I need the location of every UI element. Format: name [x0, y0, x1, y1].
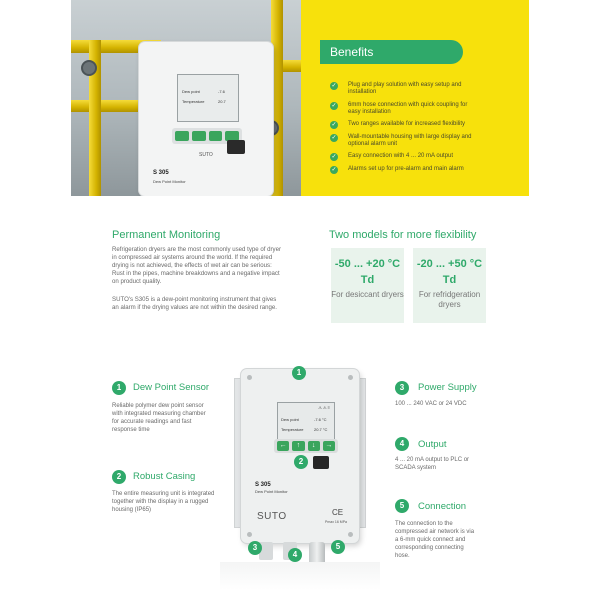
- benefit-text: Easy connection with 4 ... 20 mA output: [348, 153, 454, 159]
- marker-1: 1: [292, 366, 306, 380]
- model-card-desiccant: [331, 248, 404, 323]
- suto-logo: SUTO: [257, 511, 287, 522]
- check-icon: ✓: [331, 166, 337, 173]
- feature-number: 2: [112, 470, 126, 484]
- check-icon: ✓: [331, 102, 337, 109]
- check-icon: ✓: [331, 154, 337, 160]
- feature-number: 1: [112, 381, 126, 395]
- monitoring-paragraph-1: Refrigeration dryers are the most commonly used type of dryer in compressed air systems around the world. If the required drying is not achieved, the effects of wet air can be serious: Rust in the pipes, machine breakdowns and a negative impact on product quality.: [112, 246, 282, 285]
- device-model: S 305: [255, 482, 271, 488]
- feature-title-connection: Connection: [418, 501, 467, 512]
- feature-desc-robust-casing: The entire measuring unit is integrated together with the display in a rugged housing (IP65): [112, 491, 215, 513]
- marker-2: 2: [294, 455, 308, 469]
- display-row1-value: -7.6 °C: [314, 417, 327, 422]
- display-row2-label: Temperature: [281, 427, 304, 432]
- marker-3: 3: [248, 541, 262, 555]
- benefit-text: Two ranges available for increased flexibility: [348, 121, 466, 127]
- benefit-item: [330, 102, 480, 116]
- feature-desc-output: 4 ... 20 mA output to PLC or SCADA system: [395, 457, 470, 471]
- arrow-down-icon: ↓: [308, 441, 320, 451]
- display-row1-label: Dew point: [281, 417, 299, 422]
- model-range: -50 ... +20 °C Td: [334, 258, 401, 286]
- benefits-title: Benefits: [320, 40, 463, 64]
- hero-device-key: [192, 131, 206, 141]
- hero-banner: [0, 0, 600, 196]
- model-description: For refridgeration dryers: [418, 290, 481, 309]
- hero-device-subtitle: Dew Point Monitor: [153, 179, 186, 184]
- display-status-icons: ⚠ ⚠ ≡: [318, 405, 330, 410]
- device-mount-right: [358, 378, 366, 528]
- hero-device-plug: [227, 140, 245, 154]
- benefit-text: 6mm hose connection with quick coupling for easy installation: [348, 101, 468, 115]
- check-icon: ✓: [331, 134, 337, 141]
- feature-desc-connection: The connection to the compressed air network is via a 6-mm quick connect and corresponding connecting hose.: [395, 521, 475, 559]
- hero-row2-value: 20.7: [218, 99, 226, 104]
- hero-device-key: [175, 131, 189, 141]
- ce-mark: CE: [332, 508, 344, 517]
- valve: [81, 60, 97, 76]
- model-range: -20 ... +50 °C Td: [416, 258, 483, 286]
- hero-device-image: [139, 42, 273, 196]
- hero-device-key: [209, 131, 223, 141]
- benefit-item: [330, 153, 480, 160]
- arrow-right-icon: →: [323, 441, 335, 451]
- display-row2-value: 20.7 °C: [314, 427, 328, 432]
- pressure-rating: Pmax 16 MPa: [325, 520, 347, 524]
- hero-device-brand: SUTO: [199, 152, 213, 158]
- benefit-text: Alarms set up for pre-alarm and main alarm: [348, 165, 464, 172]
- marker-5: 5: [331, 540, 345, 554]
- feature-number: 4: [395, 437, 409, 451]
- benefit-item: [330, 121, 480, 128]
- device-reflection: [220, 562, 380, 590]
- device-keypad: [274, 439, 338, 453]
- hero-device-model: S 305: [153, 170, 169, 176]
- screw-icon: [247, 375, 252, 380]
- benefit-text: Wall-mountable housing with large display and optional alarm unit: [348, 133, 472, 147]
- benefit-text: Plug and play solution with easy setup and installation: [348, 82, 462, 95]
- feature-title-robust-casing: Robust Casing: [133, 471, 196, 482]
- benefits-list: [330, 82, 480, 178]
- feature-desc-dew-point-sensor: Reliable polymer dew point sensor with integrated measuring chamber for accurate readings and fast response time: [112, 403, 206, 433]
- check-icon: ✓: [331, 83, 337, 89]
- screw-icon: [348, 375, 353, 380]
- arrow-left-icon: ←: [277, 441, 289, 451]
- monitoring-title: Permanent Monitoring: [112, 229, 221, 241]
- hero-photo: [71, 0, 301, 196]
- screw-icon: [348, 532, 353, 537]
- hero-row1-value: -7.6: [218, 89, 225, 94]
- model-card-refrigeration: [413, 248, 486, 323]
- check-icon: ✓: [331, 122, 337, 128]
- models-title: Two models for more flexibility: [329, 229, 477, 241]
- hero-device-display: [177, 74, 239, 122]
- hero-row1-label: Dew point: [182, 89, 200, 94]
- device-subtitle: Dew Point Monitor: [255, 489, 288, 494]
- hero-row2-label: Temperature: [182, 99, 205, 104]
- monitoring-paragraph-2: SUTO's S305 is a dew-point monitoring instrument that gives an alarm if the drying values are not within the desired range.: [112, 296, 277, 311]
- marker-4: 4: [288, 548, 302, 562]
- feature-title-output: Output: [418, 439, 447, 450]
- feature-number: 3: [395, 381, 409, 395]
- benefit-item: [330, 166, 480, 173]
- feature-title-dew-point-sensor: Dew Point Sensor: [133, 382, 210, 393]
- device-plug: [313, 456, 329, 469]
- benefit-item: [330, 82, 480, 96]
- feature-desc-power-supply: 100 ... 240 VAC or 24 VDC: [395, 401, 467, 407]
- feature-number: 5: [395, 499, 409, 513]
- arrow-up-icon: ↑: [292, 441, 304, 451]
- device-display: [277, 402, 335, 444]
- benefit-item: [330, 134, 480, 148]
- feature-title-power-supply: Power Supply: [418, 382, 477, 393]
- model-description: For desiccant dryers: [331, 290, 404, 299]
- screw-icon: [247, 532, 252, 537]
